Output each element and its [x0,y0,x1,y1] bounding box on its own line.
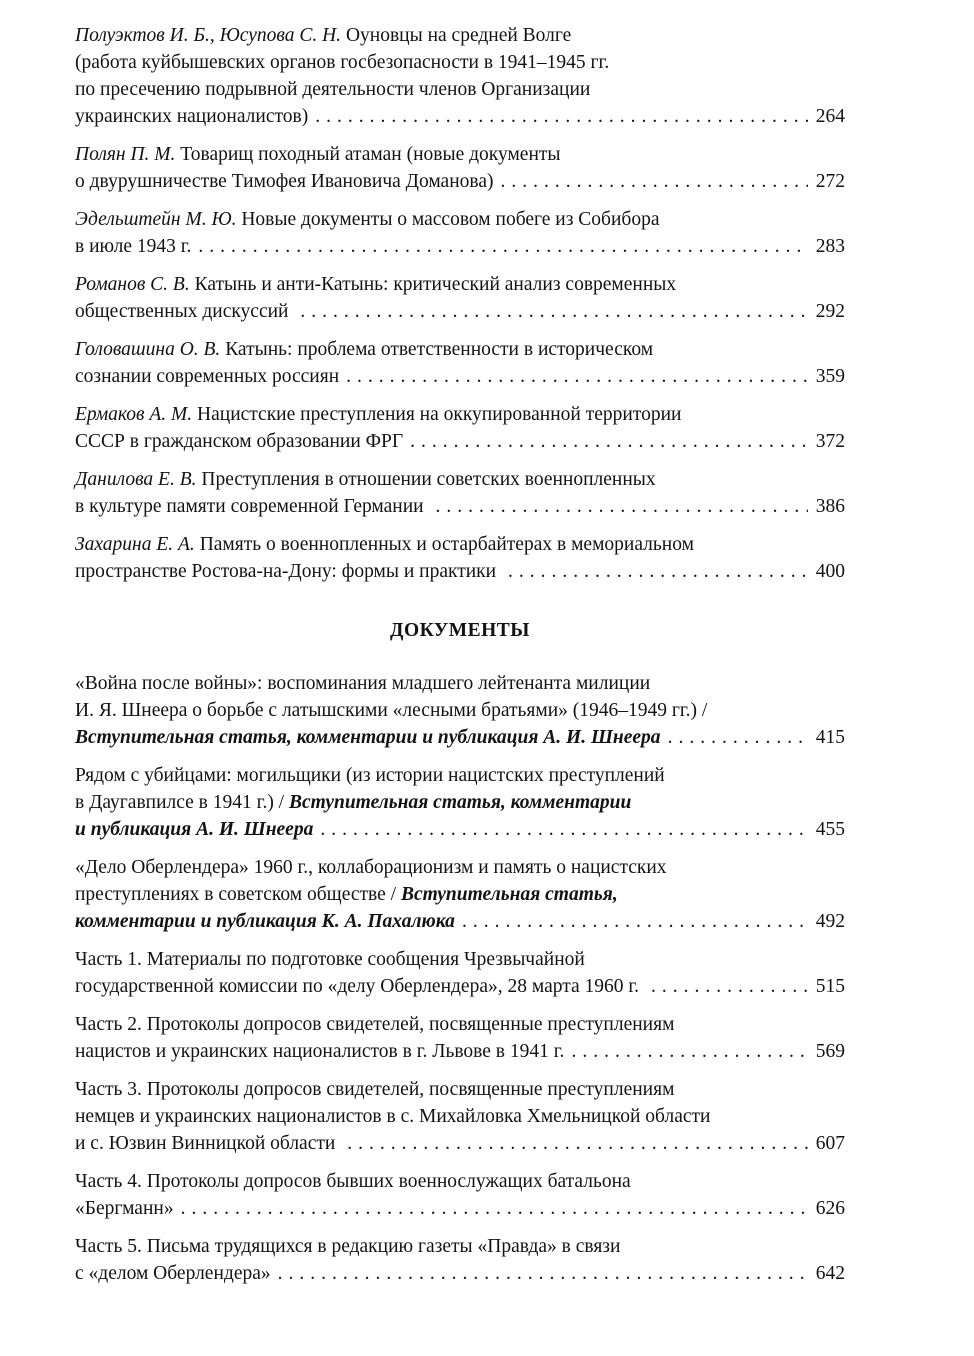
entry-line-text [75,816,313,843]
entry-line [75,103,845,130]
entry-line-text [75,79,590,100]
page-number: 492 [815,911,845,932]
entry-title-text: И. Я. Шнеера о борьбе с латышскими «лесными братьями» (1946–1949 гг.) / [75,700,708,721]
entry-line [75,1076,845,1103]
page-number: 264 [815,106,845,127]
entry-publication-note: Вступительная статья, [400,884,618,905]
entry-title-text: нацистов и украинских националистов в г. Львове в 1941 г. [75,1041,565,1062]
page-number: 455 [815,819,845,840]
entry-title-text: Катынь и анти-Катынь: критический анализ современных [189,274,677,295]
dot-leader [300,298,807,325]
entry-line [75,1103,845,1130]
toc-entry [75,1011,845,1065]
entry-line [75,493,845,520]
entry-line-text [75,404,681,425]
page-number: 292 [815,301,845,322]
entry-title-text: государственной комиссии по «делу Оберлендера», 28 марта 1960 г. [75,976,644,997]
entry-author: Захарина Е. А. [75,534,195,555]
entry-line-text [75,363,339,390]
entry-publication-note: Вступительная статья, комментарии [288,792,632,813]
entry-line-text [75,908,455,935]
entry-author: Романов С. В. [75,274,190,295]
entry-line [75,946,845,973]
entry-title-text: и с. Юзвин Винницкой области [75,1133,341,1154]
entry-title-text: с «делом Оберлендера» [75,1263,271,1284]
entry-line [75,1038,845,1065]
entry-title-text: сознании современных россиян [75,366,340,387]
toc-entry [75,670,845,751]
entry-line-text [75,233,191,260]
entry-line-text [75,1079,674,1100]
entry-line [75,428,845,455]
entry-title-text: в Даугавпилсе в 1941 г.) / [75,792,289,813]
toc-entry [75,271,845,325]
entry-line-text [75,534,694,555]
entry-line [75,76,845,103]
entry-line [75,1233,845,1260]
page-number: 372 [815,431,845,452]
toc-entry [75,336,845,390]
entry-line [75,908,845,935]
page-number: 415 [815,727,845,748]
entry-line [75,973,845,1000]
entry-title-text: Катынь: проблема ответственности в историческом [220,339,654,360]
page-number: 400 [815,561,845,582]
entry-author: Головашина О. В. [75,339,221,360]
entry-line [75,816,845,843]
dot-leader [347,1130,808,1157]
entry-line-text [75,724,661,751]
entry-title-text: «Война после войны»: воспоминания младшего лейтенанта милиции [75,673,651,694]
toc-entry [75,206,845,260]
entry-line-text [75,298,293,325]
toc-entry [75,762,845,843]
entry-line [75,466,845,493]
entry-line [75,762,845,789]
entry-line [75,336,845,363]
entry-line-text [75,673,650,694]
entry-title-text: «Дело Оберлендера» 1960 г., коллаборационизм и память о нацистских [75,857,667,878]
dot-leader [410,428,808,455]
entry-line [75,1260,845,1287]
dot-leader [508,558,808,585]
entry-line [75,401,845,428]
page-number: 607 [815,1133,845,1154]
entry-title-text: немцев и украинских националистов в с. Михайловка Хмельницкой области [75,1106,711,1127]
entry-line-text [75,428,403,455]
entry-line [75,141,845,168]
entry-title-text: Часть 2. Протоколы допросов свидетелей, посвященные преступлениям [75,1014,675,1035]
entry-line [75,881,845,908]
entry-line [75,531,845,558]
toc-entry [75,531,845,585]
entry-line-text [75,493,428,520]
entry-title-text: СССР в гражданском образовании ФРГ [75,431,404,452]
entry-author: Эдельштейн М. Ю. [75,209,237,230]
entry-line [75,854,845,881]
entry-title-text: по пресечению подрывной деятельности членов Организации [75,79,591,100]
page-number: 272 [815,171,845,192]
entry-title-text: Нацистские преступления на оккупированной территории [192,404,682,425]
entry-line-text [75,1038,564,1065]
entry-line [75,1168,845,1195]
entry-line-text [75,1106,710,1127]
entry-line-text [75,949,585,970]
entry-line [75,271,845,298]
dot-leader [462,908,808,935]
page-number: 386 [815,496,845,517]
entry-title-text: Новые документы о массовом побеге из Собибора [236,209,660,230]
entry-title-text: Часть 5. Письма трудящихся в редакцию газеты «Правда» в связи [75,1236,621,1257]
entry-title-text: Оуновцы на средней Волге [341,25,572,46]
entry-line [75,670,845,697]
entry-publication-note: Вступительная статья, комментарии и публикация А. И. Шнеера [75,727,661,748]
toc-entry [75,22,845,130]
entry-line-text [75,857,667,878]
toc-entry [75,401,845,455]
entry-line [75,233,845,260]
toc-entry [75,1076,845,1157]
toc-entry [75,854,845,935]
entry-line-text [75,1014,674,1035]
toc-entry [75,946,845,1000]
toc-entry [75,466,845,520]
entry-line-text [75,103,308,130]
entry-line-text [75,792,631,813]
entry-line-text [75,339,653,360]
entry-title-text: общественных дискуссий [75,301,294,322]
entry-publication-note: и публикация А. И. Шнеера [75,819,314,840]
entry-line-text [75,209,659,230]
section-heading: ДОКУМЕНТЫ [390,620,530,641]
entry-title-text: пространстве Ростова-на-Дону: формы и практики [75,561,501,582]
entry-line [75,789,845,816]
page-number: 515 [815,976,845,997]
entry-title-text: «Бергманн» [75,1198,174,1219]
page-number: 359 [815,366,845,387]
dot-leader [181,1195,808,1222]
entry-title-text: в культуре памяти современной Германии [75,496,429,517]
dot-leader [198,233,807,260]
entry-title-text: Преступления в отношении советских военнопленных [196,469,656,490]
entry-author: Полуэктов И. Б., Юсупова С. Н. [75,25,342,46]
entry-line-text [75,884,618,905]
entry-line [75,724,845,751]
entry-publication-note: комментарии и публикация К. А. Пахалюка [75,911,455,932]
entry-line-text [75,1130,340,1157]
toc-entry [75,1168,845,1222]
entry-line-text [75,700,707,721]
dot-leader [346,363,808,390]
toc-section [75,617,845,1287]
entry-title-text: Рядом с убийцами: могильщики (из истории нацистских преступлений [75,765,665,786]
toc-entry [75,141,845,195]
entry-line-text [75,52,609,73]
entry-line-text [75,25,571,46]
dot-leader [315,103,808,130]
entry-title-text: Память о военнопленных и остарбайтерах в мемориальном [194,534,694,555]
toc-entry [75,1233,845,1287]
entry-line-text [75,558,501,585]
page-number: 626 [815,1198,845,1219]
entry-line-text [75,469,656,490]
entry-title-text: Часть 3. Протоколы допросов свидетелей, посвященные преступлениям [75,1079,675,1100]
entry-line-text [75,765,665,786]
entry-line [75,206,845,233]
entry-line-text [75,1236,620,1257]
entry-line-text [75,973,644,1000]
dot-leader [435,493,807,520]
entry-line [75,1130,845,1157]
entry-line [75,22,845,49]
entry-line [75,168,845,195]
entry-author: Ермаков А. М. [75,404,193,425]
entry-line-text [75,1195,174,1222]
page-number: 283 [815,236,845,257]
dot-leader [278,1260,808,1287]
entry-title-text: Часть 1. Материалы по подготовке сообщения Чрезвычайной [75,949,585,970]
dot-leader [500,168,807,195]
entry-line-text [75,1171,631,1192]
entry-line [75,1011,845,1038]
entry-title-text: в июле 1943 г. [75,236,192,257]
toc-section [75,22,845,585]
entry-line [75,49,845,76]
entry-line-text [75,168,493,195]
entry-title-text: Часть 4. Протоколы допросов бывших военнослужащих батальона [75,1171,631,1192]
entry-line-text [75,274,676,295]
page-number: 642 [815,1263,845,1284]
page-number: 569 [815,1041,845,1062]
dot-leader [320,816,807,843]
entry-line [75,558,845,585]
dot-leader [651,973,808,1000]
entry-line-text [75,144,561,165]
entry-line [75,1195,845,1222]
entry-title-text: (работа куйбышевских органов госбезопасности в 1941–1945 гг. [75,52,610,73]
entry-title-text: Товарищ походный атаман (новые документы [175,144,561,165]
entry-line-text [75,1260,271,1287]
entry-title-text: о двурушничестве Тимофея Ивановича Доманова) [75,171,494,192]
entry-title-text: преступлениях в советском обществе / [75,884,401,905]
dot-leader [571,1038,807,1065]
entry-line [75,298,845,325]
entry-author: Полян П. М. [75,144,176,165]
dot-leader [668,724,808,751]
entry-line [75,697,845,724]
entry-line [75,363,845,390]
entry-title-text: украинских националистов) [75,106,309,127]
entry-author: Данилова Е. В. [75,469,197,490]
